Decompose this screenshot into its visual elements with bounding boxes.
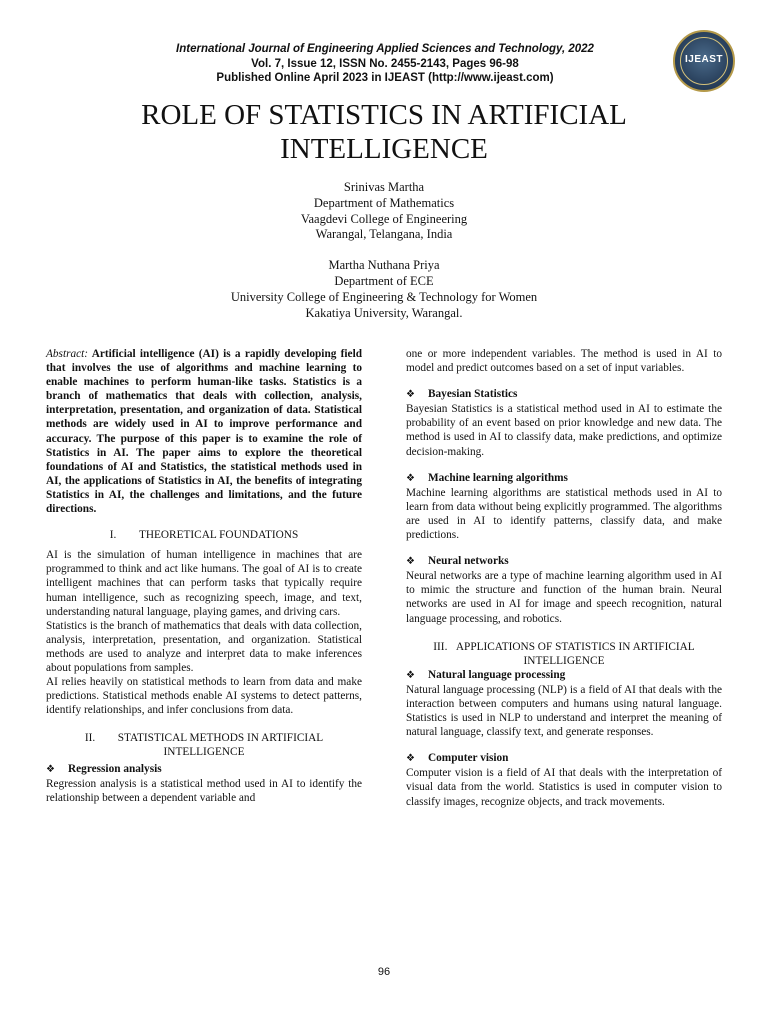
- section2-title-line1: STATISTICAL METHODS IN ARTIFICIAL: [117, 732, 324, 745]
- ml-text: Machine learning algorithms are statistical methods used in AI to learn from data without being explicitly programmed. The algorithms are used in AI to identify patterns, classify data, and make predictions.: [406, 486, 722, 542]
- author1-dept: Department of Mathematics: [313, 195, 455, 210]
- author1-place: Warangal, Telangana, India: [315, 227, 453, 242]
- author-block: [100, 180, 668, 321]
- cv-text: Computer vision is a field of AI that deals with the interpretation of visual data from the world. Statistics is used in computer vision to classify images, recognize objects, and track movements.: [406, 767, 722, 808]
- diamond-bullet-icon: ❖: [406, 556, 415, 568]
- author1-name: Srinivas Martha: [343, 180, 425, 194]
- section1-title: THEORETICAL FOUNDATIONS: [138, 529, 299, 542]
- section1-number: I.: [109, 529, 117, 542]
- diamond-bullet-icon: ❖: [406, 753, 415, 765]
- subsection-cv-title: ❖ Computer vision: [406, 751, 722, 766]
- journal-volume: Vol. 7, Issue 12, ISSN No. 2455-2143, Pages 96-98: [251, 57, 519, 70]
- paper-title-line2: INTELLIGENCE: [280, 133, 488, 165]
- section1-heading: [46, 528, 362, 542]
- paper-title: [40, 98, 728, 166]
- journal-logo: [673, 30, 735, 92]
- regression-text-part1: Regression analysis is a statistical method used in AI to identify the relationship between a dependent variable and: [46, 777, 362, 804]
- diamond-bullet-icon: ❖: [406, 389, 415, 401]
- section2-heading: [46, 731, 362, 759]
- section1-paragraph2: Statistics is the branch of mathematics that deals with data collection, analysis, interpretation, presentation, and organization. Statistical methods are used to analyze and interpret data to make inferences about populations from samples.: [46, 619, 362, 674]
- page-number: 96: [377, 966, 391, 978]
- logo-text: IJEAST: [684, 54, 723, 65]
- section2-title-line2: INTELLIGENCE: [163, 746, 245, 759]
- section2-number: II.: [84, 732, 96, 745]
- section1-paragraph3: AI relies heavily on statistical methods to learn from data and make predictions. Statistical methods enable AI systems to detect patterns, identify relationships, and infer conclusions from data.: [46, 676, 362, 717]
- abstract: [46, 347, 362, 516]
- author2-name: Martha Nuthana Priya: [328, 258, 440, 273]
- subsection-regression-title: ❖ Regression analysis: [46, 762, 362, 777]
- subsection-ml-title: ❖ Machine learning algorithms: [406, 471, 722, 486]
- left-column: [46, 347, 362, 805]
- journal-published: Published Online April 2023 in IJEAST (http://www.ijeast.com): [216, 72, 554, 84]
- bayesian-text: Bayesian Statistics is a statistical method used in AI to estimate the probability of an event based on prior knowledge and new data. The method is used in AI to classify data, make predictions, and optimize decision-making.: [406, 403, 722, 458]
- section3-heading: [406, 640, 722, 668]
- nn-text: Neural networks are a type of machine learning algorithm used in AI to mimic the structure and function of the human brain. Neural networks are used in AI for image and speech recognition, natural language processing, and robotics.: [406, 570, 722, 625]
- paper-title-line1: ROLE OF STATISTICS IN ARTIFICIAL: [141, 99, 627, 131]
- abstract-text: Artificial intelligence (AI) is a rapidly developing field that involves the use of algorithms and machine learning to enable machines to perform human-like tasks. Statistics is a branch of mathematics that deals with collection, analysis, interpretation, presentation, and organization of data. Statistical methods are widely used in AI to improve performance and accuracy. The purpose of this paper is to examine the role of Statistics in AI. The paper aims to explore the theoretical foundations of AI and Statistics, the statistical methods used in AI, the applications of Statistics in AI, the benefits of integrating Statistics in AI, the challenges and limitations, and the future directions.: [46, 348, 362, 516]
- section3-number: III.: [433, 640, 448, 653]
- section3-title-line2: INTELLIGENCE: [523, 654, 605, 667]
- author2-college: University College of Engineering & Technology for Women: [230, 289, 538, 304]
- abstract-label: Abstract:: [46, 348, 89, 360]
- journal-name: International Journal of Engineering Applied Sciences and Technology, 2022: [176, 43, 594, 55]
- diamond-bullet-icon: ❖: [406, 472, 415, 484]
- author2-place: Kakatiya University, Warangal.: [305, 305, 463, 320]
- author1-college: Vaagdevi College of Engineering: [300, 211, 468, 226]
- subsection-nn-title: ❖ Neural networks: [406, 554, 722, 569]
- section1-paragraph1: AI is the simulation of human intelligence in machines that are programmed to think and act like humans. The goal of AI is to create intelligent machines that can perform tasks that typically require human intelligence, such as recognizing speech, image, and text, understanding natural language, playing games, and driving cars.: [46, 549, 362, 618]
- nlp-text: Natural language processing (NLP) is a field of AI that deals with the interaction between computers and humans using natural language. Statistics is used in NLP to understand and interpret the meaning of natural language, classify text, and generate responses.: [406, 683, 722, 739]
- right-column: [406, 347, 722, 809]
- subsection-bayesian-title: ❖ Bayesian Statistics: [406, 387, 722, 402]
- author2-dept: Department of ECE: [334, 273, 434, 288]
- diamond-bullet-icon: ❖: [406, 669, 415, 681]
- regression-text-part2: one or more independent variables. The method is used in AI to model and predict outcomes based on a set of input variables.: [406, 348, 722, 375]
- section3-title-line1: APPLICATIONS OF STATISTICS IN ARTIFICIAL: [455, 640, 695, 653]
- subsection-nlp-title: ❖ Natural language processing: [406, 668, 722, 683]
- diamond-bullet-icon: ❖: [46, 763, 55, 775]
- journal-header: [90, 42, 680, 86]
